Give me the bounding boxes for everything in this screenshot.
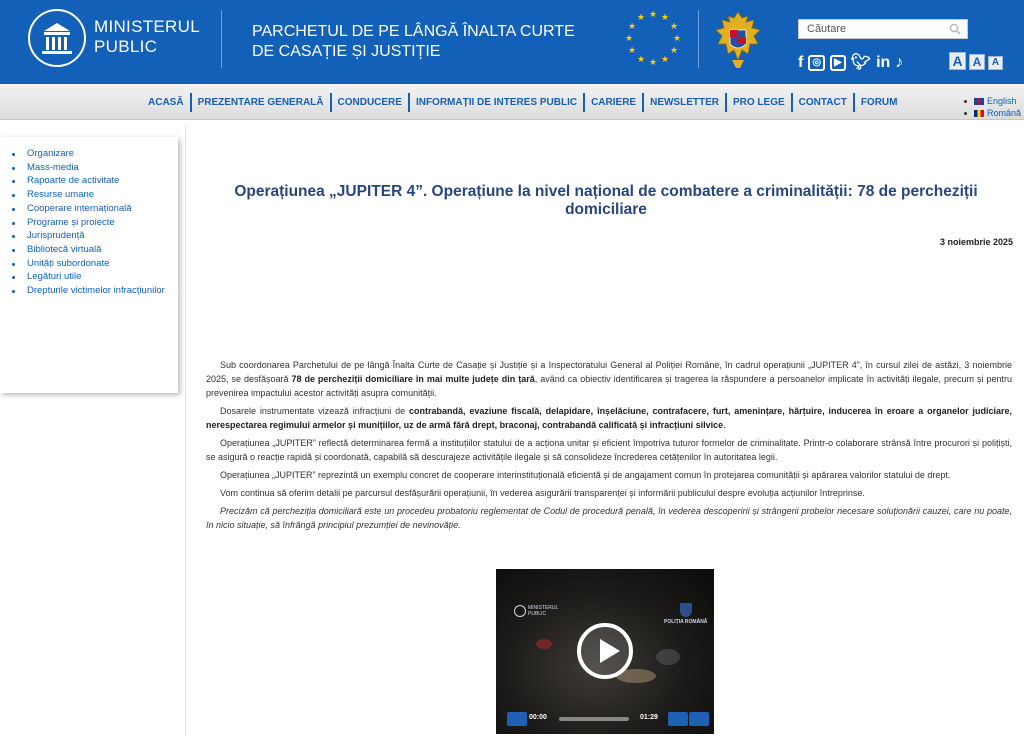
play-button-icon[interactable] [577,623,633,679]
sidebar-item-unitati-subordonate[interactable]: Unități subordonate [12,257,165,271]
article-paragraph-2: Dosarele instrumentate vizează infracțiuni de contrabandă, evaziune fiscală, delapidare, înșelăciune, contrafacere, furt, amenințare, hărțuire, inducerea în eroare a organelor judiciare, nerespectarea regimului armelor și munițiilor, uz de armă fără drept, braconaj, contrabandă calificată și infracțiuni silvice. [206,406,1012,430]
video-logo-politia-romana: POLIȚIA ROMÂNĂ [664,603,707,625]
font-size-small-button[interactable]: A [988,56,1003,70]
sidebar [0,137,178,393]
article-paragraph-3: Operațiunea „JUPITER” reflectă determinarea fermă a instituțiilor statului de a acționa unitar și eficient împotriva tuturor formelor de criminalitate. Printr-o colaborare strânsă între procurori și polițiști, se asigură o reacție rapidă și coordonată, capabilă să descurajeze activitățile ilegale și să consolideze încrederea cetățenilor în autoritatea legii. [206,438,1012,462]
language-label-romana: Română [987,108,1022,118]
article-paragraph-5: Vom continua să oferim detalii pe parcursul desfășurării operațiunii, în vederea asigurării transparenței și informării publicului despre evoluția acțiunilor întreprinse. [220,488,865,498]
nav-item-cariere[interactable]: CARIERE [585,93,644,112]
instagram-icon[interactable]: ◎ [808,55,825,71]
video-play-control[interactable] [507,712,527,726]
search-box [798,19,968,39]
linkedin-icon[interactable]: in [876,54,891,71]
main-navigation [0,84,1024,120]
institution-line-2: DE CASAȚIE ȘI JUSTIȚIE [252,43,441,60]
font-size-controls [949,52,1003,70]
language-label-english: English [987,96,1017,106]
content-border [185,124,186,736]
nav-item-forum[interactable]: FORUM [860,97,898,108]
romania-flag-icon [974,110,984,117]
search-icon[interactable] [949,23,961,35]
sidebar-item-drepturile-victimelor[interactable]: Drepturile victimelor infracțiunilor [12,284,165,298]
article-date: 3 noiembrie 2025 [939,237,1013,247]
social-links [798,52,903,74]
search-input[interactable] [799,20,944,38]
police-badge-icon [680,603,692,617]
article-body [206,358,1012,536]
ministerul-public-logo-icon[interactable] [28,9,86,67]
site-header [0,0,1024,84]
article-title: Operațiunea „JUPITER 4”. Operațiune la nivel național de combatere a criminalității: 78 de percheziții domiciliare [234,183,978,218]
language-switcher [964,95,1021,119]
article-paragraph-1: Sub coordonarea Parchetului de pe lângă Înalta Curte de Casație și Justiție și a Inspectoratului General al Poliției Române, în cadrul operațiunii „JUPITER 4”, în cursul zilei de astăzi, 3 noiembrie 2025, se desfășoară 78 de percheziții domiciliare în mai multe județe din țară, având ca obiectiv identificarea și tragerea la răspundere a persoanelor implicate în activități ilegale, precum și pentru prevenirea impactului acestor activități asupra comunității. [206,360,1012,398]
video-player[interactable] [496,569,714,734]
language-romana[interactable] [964,107,1021,119]
nav-item-informatii-de-interes-public[interactable]: INFORMAȚII DE INTERES PUBLIC [410,93,585,112]
nav-item-acasa[interactable]: ACASĂ [142,93,192,112]
font-size-large-button[interactable]: A [949,52,966,70]
header-divider [221,10,222,68]
sidebar-item-resurse-umane[interactable]: Resurse umane [12,188,165,202]
article-paragraph-4: Operațiunea „JUPITER” reprezintă un exemplu concret de cooperare interinstituțională eficientă și de angajament comun în protejarea comunității și apărarea valorilor statului de drept. [220,470,951,480]
nav-item-newsletter[interactable]: NEWSLETTER [644,93,727,112]
sidebar-item-organizare[interactable]: Organizare [12,147,165,161]
facebook-icon[interactable]: f [798,54,804,71]
sidebar-item-legaturi-utile[interactable]: Legături utile [12,270,165,284]
video-logo-ministerul-public: MINISTERUL PUBLIC [514,605,558,617]
nav-item-contact[interactable]: CONTACT [793,93,855,112]
tiktok-icon[interactable]: ♪ [895,54,904,71]
video-controls [496,709,714,729]
institution-line-1: PARCHETUL DE PE LÂNGĂ ÎNALTA CURTE [252,23,575,40]
twitter-icon[interactable]: 🐦︎ [850,54,872,71]
nav-item-pro-lege[interactable]: PRO LEGE [727,93,793,112]
uk-flag-icon [974,98,984,105]
font-size-medium-button[interactable]: A [969,54,985,70]
video-volume-button[interactable] [668,712,688,726]
sidebar-item-mass-media[interactable]: Mass-media [12,161,165,175]
youtube-icon[interactable]: ▶ [830,55,846,71]
eu-flag-icon: ★ ★ ★ ★ ★ ★ ★ ★ ★ ★ ★ ★ [625,9,682,67]
logo-text[interactable] [94,17,200,57]
video-fullscreen-button[interactable] [689,712,709,726]
language-english[interactable] [964,95,1021,107]
sidebar-item-cooperare-internationala[interactable]: Cooperare internațională [12,202,165,216]
video-progress-bar[interactable] [559,717,629,721]
sidebar-item-programe-si-proiecte[interactable]: Programe și proiecte [12,216,165,230]
logo-line-2: PUBLIC [94,37,158,56]
sidebar-item-jurisprudenta[interactable]: Jurisprudență [12,229,165,243]
sidebar-item-biblioteca-virtuala[interactable]: Bibliotecă virtuală [12,243,165,257]
article-paragraph-6: Precizăm că percheziția domiciliară este un procedeu probatoriu reglementat de Codul de procedură penală, în vederea descoperirii și strângerii probelor necesare soluționării cauzei, care nu poate, în nicio situație, să înfrângă principiul prezumției de nevinovăție. [206,506,1012,530]
nav-item-conducere[interactable]: CONDUCERE [332,93,410,112]
video-duration: 01:29 [640,714,658,721]
sidebar-item-rapoarte-de-activitate[interactable]: Rapoarte de activitate [12,174,165,188]
nav-item-prezentare-generala[interactable]: PREZENTARE GENERALĂ [192,93,332,112]
institution-title [252,22,582,62]
video-current-time: 00:00 [529,714,547,721]
logo-line-1: MINISTERUL [94,17,200,36]
header-divider-2 [698,10,699,68]
romania-coat-of-arms-icon [714,10,762,70]
